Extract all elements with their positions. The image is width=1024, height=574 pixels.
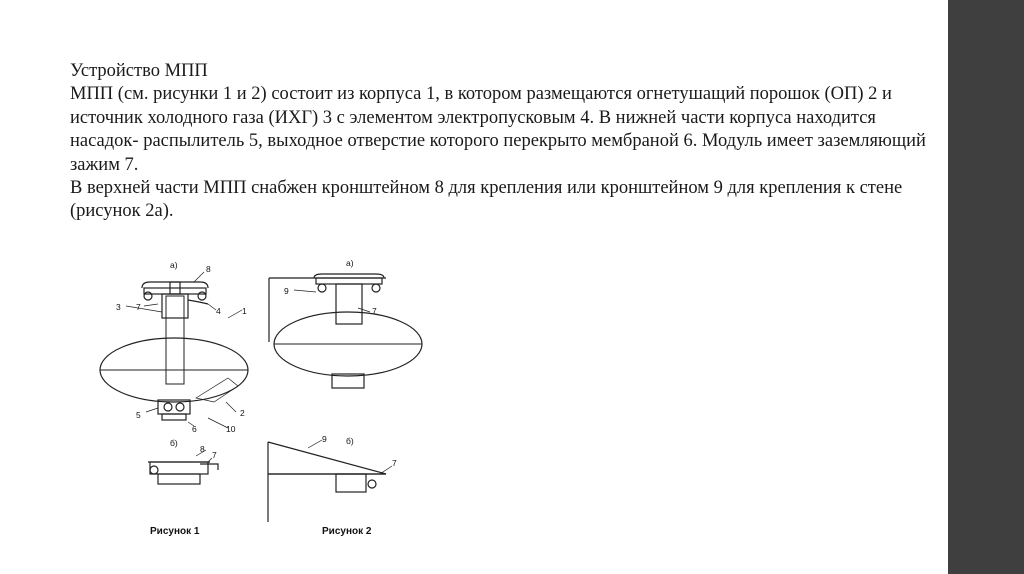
callout-7-fig2: 7: [372, 306, 377, 316]
figure2-view-b-label: б): [346, 436, 354, 446]
callout-2: 2: [240, 408, 245, 418]
callout-7: 7: [136, 302, 141, 312]
figure2-view-b-drawing: [268, 440, 392, 522]
paragraph-2: В верхней части МПП снабжен кронштейном 8 для крепления или кронштейном 9 для крепления к стене (рисунок 2а).: [70, 178, 903, 222]
callout-7-fig2-b: 7: [392, 458, 397, 468]
callout-10: 10: [226, 424, 236, 434]
technical-drawings: [96, 252, 396, 552]
callout-6: 6: [192, 424, 197, 434]
callout-8-b: 8: [200, 444, 205, 454]
figure2-view-a-drawing: [269, 274, 422, 388]
callout-3: 3: [116, 302, 121, 312]
callout-9-b: 9: [322, 434, 327, 444]
figure1-view-a-drawing: [100, 272, 248, 428]
figure1-caption: Рисунок 1: [150, 526, 200, 537]
paragraph-1: МПП (см. рисунки 1 и 2) состоит из корпуса 1, в котором размещаются огнетушащий порошок (ОП) 2 и источник холодного газа (ИХГ) 3 с элементом электропусковым 4. В нижней части корпуса находится насадок- распылитель 5, выходное отверстие которого перекрыто мембраной 6. Модуль имеет заземляющий зажим 7.: [70, 84, 926, 175]
figure1-view-b-drawing: [148, 450, 218, 484]
callout-4: 4: [216, 306, 221, 316]
heading: Устройство МПП: [70, 61, 208, 81]
sidebar-panel: [948, 0, 1024, 574]
description-text: [70, 60, 942, 224]
callout-5: 5: [136, 410, 141, 420]
callout-1: 1: [242, 306, 247, 316]
callout-8: 8: [206, 264, 211, 274]
figure1-view-a-label: а): [170, 260, 178, 270]
figure2-view-a-label: а): [346, 258, 354, 268]
callout-7-b: 7: [212, 450, 217, 460]
callout-9: 9: [284, 286, 289, 296]
figure1-view-b-label: б): [170, 438, 178, 448]
figure2-caption: Рисунок 2: [322, 526, 372, 537]
